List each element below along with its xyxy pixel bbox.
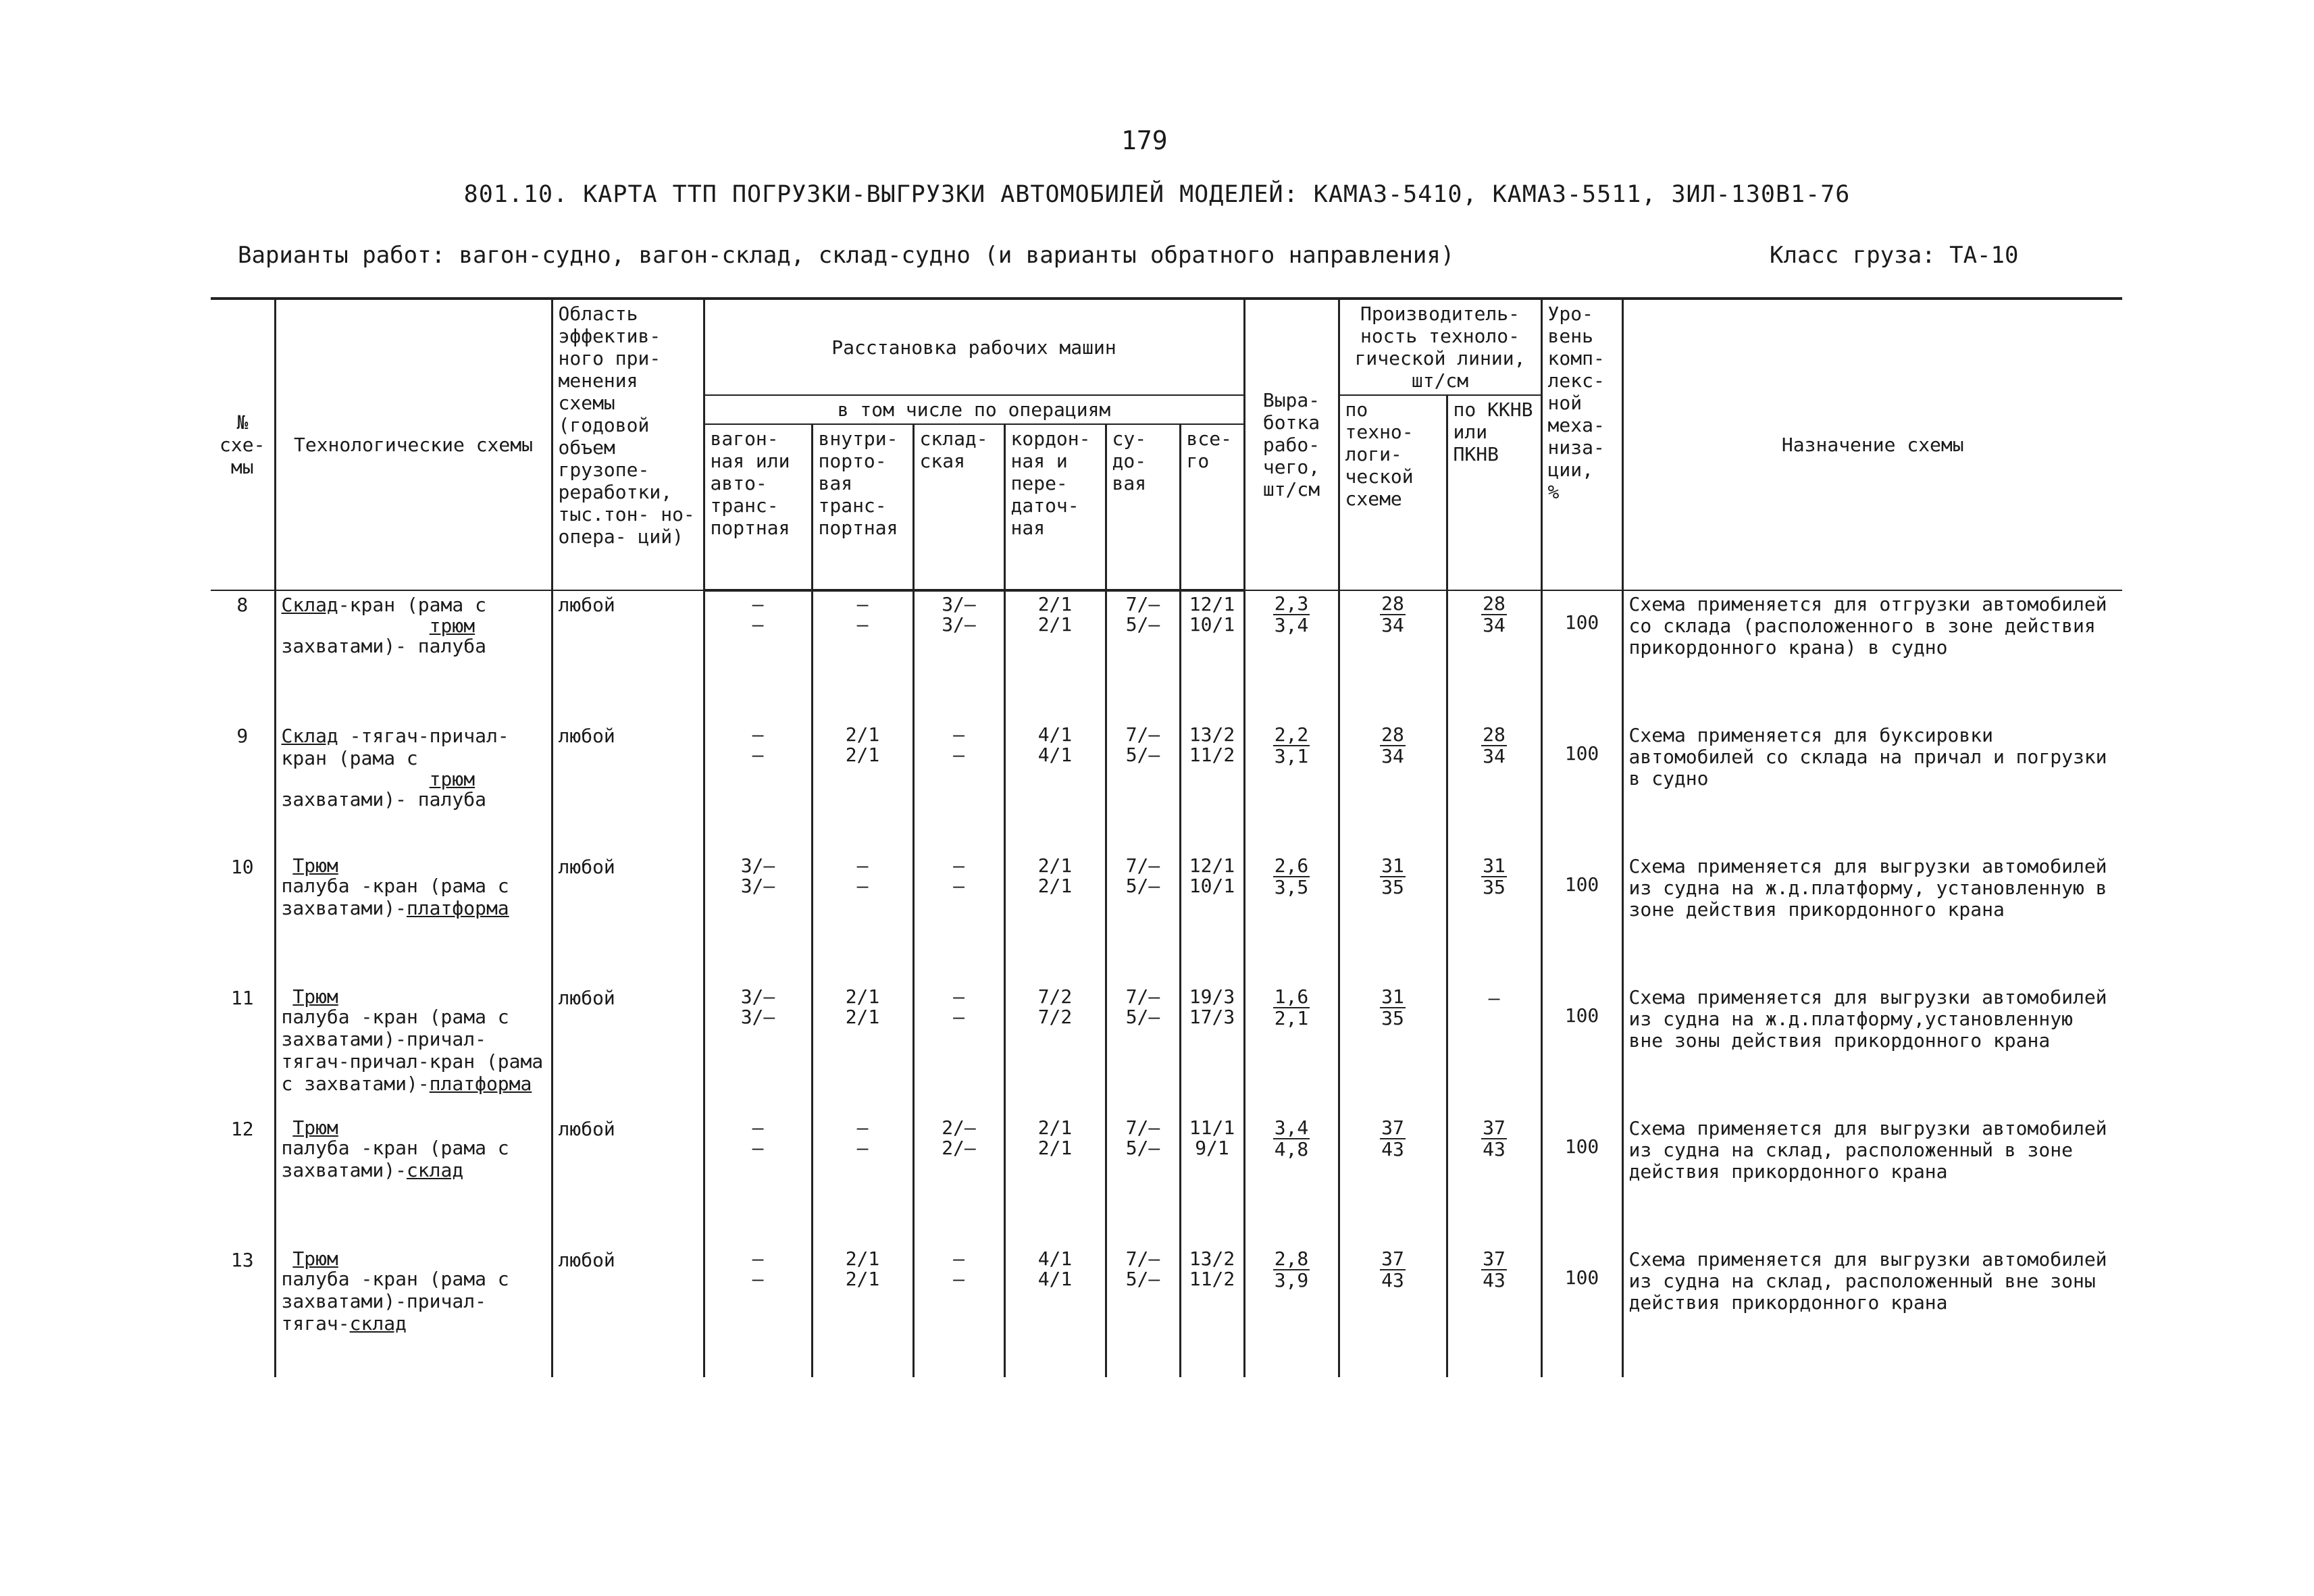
cell-value: 7/2 <box>1037 985 1073 1008</box>
row-ship <box>1106 590 1180 722</box>
cell-value: – <box>953 744 965 766</box>
fraction-denominator: 3,5 <box>1274 876 1309 898</box>
cell-value: 7/– <box>1125 1247 1160 1270</box>
row-ship <box>1106 1115 1180 1246</box>
cell-value: – <box>856 875 869 897</box>
cell-value: 12/1 <box>1189 854 1235 877</box>
cell-value: – <box>752 1247 764 1270</box>
cell-value: – <box>953 985 965 1008</box>
scheme-start-bottom: палуба <box>281 1268 350 1290</box>
cell-value: – <box>856 854 869 877</box>
cell-value: 12/1 <box>1189 593 1235 615</box>
cell-value: – <box>752 613 764 636</box>
cell-value: – <box>752 1268 764 1290</box>
fraction-denominator: 43 <box>1381 1269 1404 1291</box>
cell-value: – <box>752 1137 764 1159</box>
cell-value: – <box>953 1006 965 1028</box>
cell-value: 2/– <box>942 1137 976 1159</box>
cell-value: 3/– <box>942 613 976 636</box>
row-scheme <box>275 853 552 984</box>
header-including: в том числе по операциям <box>704 395 1244 424</box>
header-by-kkhv: по ККНВ или ПКНВ <box>1447 395 1541 590</box>
scheme-end-top: трюм <box>429 768 475 790</box>
scheme-end-bottom: палуба <box>417 788 486 810</box>
cell-value: 10/1 <box>1189 613 1235 636</box>
row-warehouse <box>913 853 1004 984</box>
row-by-kkhv <box>1447 1115 1541 1246</box>
scheme-middle: -кран (рама с захватами)-причал-тягач- <box>281 1268 509 1335</box>
row-by-kkhv <box>1447 590 1541 722</box>
row-warehouse <box>913 984 1004 1115</box>
fraction-numerator: 31 <box>1483 854 1506 877</box>
row-num: 10 <box>230 856 254 878</box>
row-mechanization: 100 <box>1541 590 1622 722</box>
cell-value: – <box>953 875 965 897</box>
cell-value: – <box>856 613 869 636</box>
row-mechanization: 100 <box>1541 1115 1622 1246</box>
cell-value: 3/– <box>740 985 775 1008</box>
row-ship <box>1106 1246 1180 1377</box>
cell-value: 7/– <box>1125 723 1160 746</box>
row-num: 9 <box>236 725 249 747</box>
scheme-start: Склад <box>281 594 338 616</box>
row-total <box>1180 722 1244 853</box>
header-productivity: Производитель- ность техноло- гической линии, шт/см <box>1339 299 1541 395</box>
header-mechanization: Уро- вень комп- лекс- ной меха- низа- ции, % <box>1541 299 1622 590</box>
row-intraport <box>812 722 913 853</box>
cell-value: – <box>856 1116 869 1139</box>
scheme-end <box>418 616 486 657</box>
header-cordon: кордон- ная и пере- даточ- ная <box>1004 424 1106 590</box>
cell-value: 2/1 <box>845 985 880 1008</box>
row-by-scheme <box>1339 853 1447 984</box>
row-intraport <box>812 984 913 1115</box>
row-by-kkhv <box>1447 722 1541 853</box>
cell-value: 7/2 <box>1037 1006 1073 1028</box>
cell-value: 2/1 <box>1037 854 1073 877</box>
cell-value: 2/1 <box>1037 875 1073 897</box>
row-cordon <box>1004 1115 1106 1246</box>
fraction-denominator: 3,4 <box>1274 614 1309 636</box>
row-purpose: Схема применяется для выгрузки автомобилей из судна на ж.д.платформу, установленную в зоне действия прикордонного крана <box>1622 853 2122 984</box>
scheme-start <box>282 987 350 1027</box>
fraction-numerator: 37 <box>1381 1247 1404 1270</box>
cell-value: – <box>856 593 869 615</box>
scheme-middle: -кран (рама с захватами)-причал-тягач-причал-кран (рама с захватами)- <box>281 1006 544 1095</box>
fraction-denominator: 35 <box>1483 876 1506 898</box>
scheme-end: платформа <box>429 1073 532 1095</box>
row-purpose: Схема применяется для буксировки автомобилей со склада на причал и погрузки в судно <box>1622 722 2122 853</box>
row-cordon <box>1004 590 1106 722</box>
row-purpose: Схема применяется для выгрузки автомобилей из судна на склад, расположенный в зоне действия прикордонного крана <box>1622 1115 2122 1246</box>
row-wagon <box>704 984 812 1115</box>
row-cordon <box>1004 984 1106 1115</box>
cell-value: 2/1 <box>1037 613 1073 636</box>
fraction-denominator: 34 <box>1483 745 1506 767</box>
scheme-start-bottom: палуба <box>281 1006 350 1028</box>
row-total <box>1180 590 1244 722</box>
row-scheme <box>275 722 552 853</box>
row-purpose: Схема применяется для отгрузки автомобилей со склада (расположенного в зоне действия прикордонного крана) в судно <box>1622 590 2122 722</box>
cell-value: 4/1 <box>1037 723 1073 746</box>
fraction-denominator: 43 <box>1483 1269 1506 1291</box>
ttp-table <box>211 297 2122 1377</box>
row-total <box>1180 1115 1244 1246</box>
scheme-start-top: Трюм <box>292 985 338 1008</box>
fraction-denominator: 35 <box>1381 876 1404 898</box>
cell-value: 19/3 <box>1189 985 1235 1008</box>
row-by-kkhv: – <box>1447 984 1541 1115</box>
table-row <box>211 853 2122 984</box>
cell-value: 13/2 <box>1189 723 1235 746</box>
row-area: любой <box>552 590 704 722</box>
cell-value: 3/– <box>942 593 976 615</box>
row-by-kkhv <box>1447 853 1541 984</box>
fraction-denominator: 4,8 <box>1274 1138 1309 1160</box>
fraction-numerator: 28 <box>1381 723 1404 746</box>
cell-value: – <box>752 1116 764 1139</box>
document-title: 801.10. КАРТА ТТП ПОГРУЗКИ-ВЫГРУЗКИ АВТОМОБИЛЕЙ МОДЕЛЕЙ: КАМАЗ-5410, КАМАЗ-5511, ЗИЛ-130В1-76 <box>463 181 1851 208</box>
row-wagon <box>704 590 812 722</box>
row-area: любой <box>552 722 704 853</box>
fraction-denominator: 2,1 <box>1274 1007 1309 1029</box>
scheme-end <box>418 769 486 810</box>
row-num: 8 <box>236 594 249 616</box>
fraction-numerator: 37 <box>1483 1116 1506 1139</box>
row-warehouse <box>913 590 1004 722</box>
row-mechanization: 100 <box>1541 984 1622 1115</box>
cell-value: 7/– <box>1125 1116 1160 1139</box>
header-num: № схе- мы <box>211 299 275 590</box>
row-warehouse <box>913 1115 1004 1246</box>
row-by-scheme <box>1339 1246 1447 1377</box>
row-scheme <box>275 984 552 1115</box>
cell-value: 2/1 <box>845 744 880 766</box>
header-warehouse: склад- ская <box>913 424 1004 590</box>
cell-value: – <box>752 744 764 766</box>
row-by-scheme <box>1339 722 1447 853</box>
row-warehouse <box>913 722 1004 853</box>
cell-value: 2/1 <box>845 723 880 746</box>
fraction-numerator: 28 <box>1483 723 1506 746</box>
row-total <box>1180 984 1244 1115</box>
header-placement: Расстановка рабочих машин <box>704 299 1244 395</box>
cell-value: – <box>953 723 965 746</box>
row-mechanization: 100 <box>1541 853 1622 984</box>
row-area: любой <box>552 1115 704 1246</box>
row-output <box>1244 722 1339 853</box>
scheme-start-bottom: палуба <box>281 875 350 897</box>
cell-value: 3/– <box>740 1006 775 1028</box>
row-area: любой <box>552 1246 704 1377</box>
scheme-start-top: Трюм <box>292 854 338 877</box>
row-scheme <box>275 1115 552 1246</box>
row-wagon <box>704 1246 812 1377</box>
fraction-numerator: 31 <box>1381 985 1404 1008</box>
fraction-denominator: 35 <box>1381 1007 1404 1029</box>
cell-value: 7/– <box>1125 985 1160 1008</box>
scheme-middle: -кран (рама с захватами)- <box>281 875 509 919</box>
header-intraport: внутри- порто- вая транс- портная <box>812 424 913 590</box>
row-output <box>1244 853 1339 984</box>
row-cordon <box>1004 1246 1106 1377</box>
fraction-numerator: 2,6 <box>1274 854 1309 877</box>
row-intraport <box>812 853 913 984</box>
cell-value: 5/– <box>1125 744 1160 766</box>
row-intraport <box>812 1115 913 1246</box>
cell-value: 10/1 <box>1189 875 1235 897</box>
cell-value: – <box>953 854 965 877</box>
scheme-start <box>282 1118 350 1158</box>
scheme-end: склад <box>406 1159 464 1181</box>
scheme-end: платформа <box>406 897 509 919</box>
header-ship: су- до- вая <box>1106 424 1180 590</box>
row-area: любой <box>552 984 704 1115</box>
cell-value: 2/1 <box>845 1247 880 1270</box>
scheme-start <box>282 856 350 896</box>
row-intraport <box>812 1246 913 1377</box>
cell-value: 13/2 <box>1189 1247 1235 1270</box>
cell-value: 3/– <box>740 875 775 897</box>
header-area: Область эффектив- ного при- менения схемы (годовой объем грузопе- реработки, тыс.тон- но-опера- ций) <box>552 299 704 590</box>
cell-value: 11/2 <box>1189 1268 1235 1290</box>
work-variants: Варианты работ: вагон-судно, вагон-склад, склад-судно (и варианты обратного направления) <box>238 242 1455 269</box>
fraction-numerator: 1,6 <box>1274 985 1309 1008</box>
cell-value: – <box>953 1268 965 1290</box>
cell-value: 3/– <box>740 854 775 877</box>
cell-value: 11/1 <box>1189 1116 1235 1139</box>
cell-value: 2/– <box>942 1116 976 1139</box>
fraction-numerator: 31 <box>1381 854 1404 877</box>
fraction-numerator: 2,2 <box>1274 723 1309 746</box>
row-num: 13 <box>230 1249 254 1271</box>
row-ship <box>1106 984 1180 1115</box>
header-output: Выра- ботка рабо- чего, шт/см <box>1244 299 1339 590</box>
header-wagon: вагон- ная или авто- транс- портная <box>704 424 812 590</box>
row-by-scheme <box>1339 590 1447 722</box>
cell-value: – <box>752 593 764 615</box>
row-total <box>1180 1246 1244 1377</box>
row-by-scheme <box>1339 1115 1447 1246</box>
fraction-numerator: 2,8 <box>1274 1247 1309 1270</box>
row-output <box>1244 590 1339 722</box>
cell-value: 7/– <box>1125 854 1160 877</box>
header-total: все- го <box>1180 424 1244 590</box>
row-ship <box>1106 722 1180 853</box>
row-purpose: Схема применяется для выгрузки автомобилей из судна на склад, расположенный вне зоны действия прикордонного крана <box>1622 1246 2122 1377</box>
header-by-scheme: по техно- логи- ческой схеме <box>1339 395 1447 590</box>
cell-value: 5/– <box>1125 1137 1160 1159</box>
fraction-denominator: 34 <box>1381 745 1404 767</box>
row-output <box>1244 1246 1339 1377</box>
cell-value: 2/1 <box>845 1006 880 1028</box>
row-by-kkhv <box>1447 1246 1541 1377</box>
fraction-denominator: 3,1 <box>1274 745 1309 767</box>
row-num: 12 <box>230 1118 254 1140</box>
cell-value: 9/1 <box>1195 1137 1229 1159</box>
row-wagon <box>704 722 812 853</box>
cell-value: 4/1 <box>1037 1247 1073 1270</box>
row-num: 11 <box>230 987 254 1009</box>
fraction-numerator: 37 <box>1483 1247 1506 1270</box>
cell-value: 4/1 <box>1037 744 1073 766</box>
fraction-numerator: 2,3 <box>1274 592 1309 615</box>
row-cordon <box>1004 853 1106 984</box>
scheme-start <box>282 1249 350 1289</box>
row-output <box>1244 1115 1339 1246</box>
cell-value: 2/1 <box>1037 1137 1073 1159</box>
cell-value: 17/3 <box>1189 1006 1235 1028</box>
fraction-numerator: 37 <box>1381 1116 1404 1139</box>
table-row <box>211 1246 2122 1377</box>
fraction-denominator: 3,9 <box>1274 1269 1309 1291</box>
scheme-end-bottom: палуба <box>417 635 486 657</box>
table-row <box>211 722 2122 853</box>
row-mechanization: 100 <box>1541 1246 1622 1377</box>
cell-value: 2/1 <box>845 1268 880 1290</box>
row-scheme <box>275 1246 552 1377</box>
row-wagon <box>704 1115 812 1246</box>
scheme-end: склад <box>349 1312 407 1335</box>
row-total <box>1180 853 1244 984</box>
scheme-start-bottom: палуба <box>281 1137 350 1159</box>
cell-value: 2/1 <box>1037 593 1073 615</box>
row-cordon <box>1004 722 1106 853</box>
scheme-start-top: Трюм <box>292 1116 338 1139</box>
scheme-start-top: Трюм <box>292 1247 338 1270</box>
row-by-scheme <box>1339 984 1447 1115</box>
row-ship <box>1106 853 1180 984</box>
row-intraport <box>812 590 913 722</box>
fraction-denominator: 43 <box>1381 1138 1404 1160</box>
fraction-numerator: 28 <box>1381 592 1404 615</box>
scheme-middle: -кран (рама с захватами)- <box>281 594 486 657</box>
row-area: любой <box>552 853 704 984</box>
row-output <box>1244 984 1339 1115</box>
cell-value: 2/1 <box>1037 1116 1073 1139</box>
row-warehouse <box>913 1246 1004 1377</box>
page-number: 179 <box>1121 126 1168 155</box>
scheme-end-top: трюм <box>429 615 475 637</box>
cell-value: – <box>953 1247 965 1270</box>
fraction-denominator: 43 <box>1483 1138 1506 1160</box>
cell-value: 5/– <box>1125 613 1160 636</box>
table-row <box>211 1115 2122 1246</box>
cell-value: 11/2 <box>1189 744 1235 766</box>
cell-value: 5/– <box>1125 1268 1160 1290</box>
row-scheme <box>275 590 552 722</box>
table-row <box>211 590 2122 722</box>
cargo-class: Класс груза: ТА-10 <box>1770 242 2019 269</box>
scheme-start: Склад <box>281 725 338 747</box>
cell-value: – <box>752 723 764 746</box>
row-wagon <box>704 853 812 984</box>
scheme-middle: -кран (рама с захватами)- <box>281 1137 509 1181</box>
row-mechanization: 100 <box>1541 722 1622 853</box>
fraction-numerator: 3,4 <box>1274 1116 1309 1139</box>
fraction-numerator: 28 <box>1483 592 1506 615</box>
cell-value: 4/1 <box>1037 1268 1073 1290</box>
cell-value: 5/– <box>1125 875 1160 897</box>
fraction-denominator: 34 <box>1483 614 1506 636</box>
header-schemes: Технологические схемы <box>275 299 552 590</box>
header-purpose: Назначение схемы <box>1622 299 2122 590</box>
fraction-denominator: 34 <box>1381 614 1404 636</box>
cell-value: 7/– <box>1125 593 1160 615</box>
cell-value: 5/– <box>1125 1006 1160 1028</box>
cell-value: – <box>856 1137 869 1159</box>
row-purpose: Схема применяется для выгрузки автомобилей из судна на ж.д.платформу,установленную вне зоны действия прикордонного крана <box>1622 984 2122 1115</box>
table-row <box>211 984 2122 1115</box>
scheme-middle: -тягач-причал-кран (рама с захватами)- <box>281 725 509 810</box>
